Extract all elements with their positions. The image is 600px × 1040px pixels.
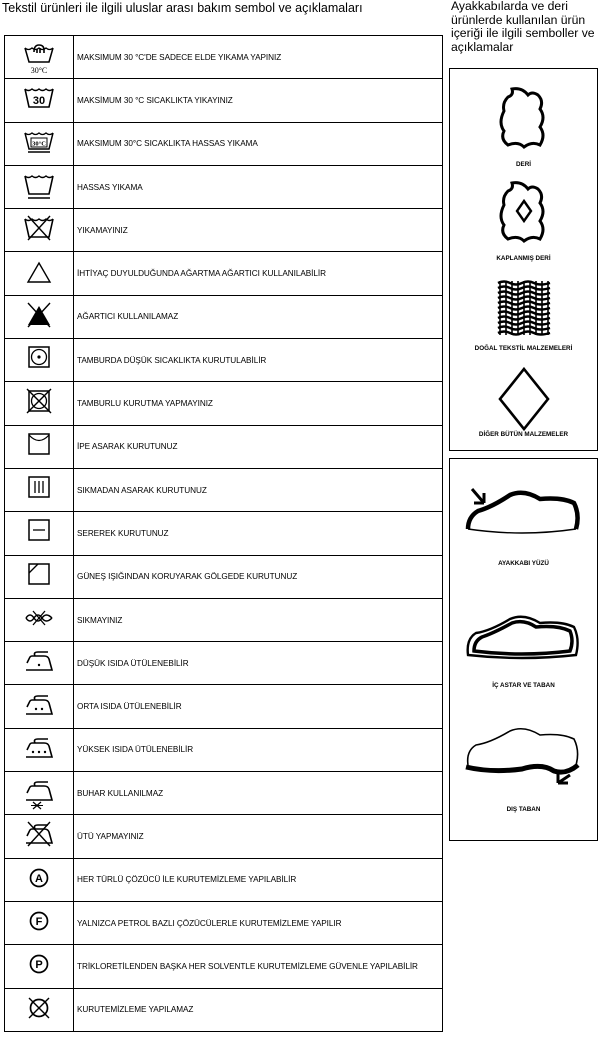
shoe-upper-icon	[462, 485, 586, 549]
material-label: DİĞER BÜTÜN MALZEMELER	[478, 431, 569, 438]
table-row	[5, 122, 443, 165]
material-item	[450, 365, 597, 438]
materials-title: Ayakkabılarda ve deri ürünlerde kullanılan ürün içeriği ile ilgili semboller ve açıklamalar	[451, 0, 595, 54]
shoe-outsole-icon	[462, 723, 586, 787]
table-row	[5, 685, 443, 728]
table-row	[5, 468, 443, 511]
description-cell: TRİKLORETİLENDEN BAŞKA HER SOLVENTLE KURUTEMİZLEME GÜVENLE YAPILABİLİR	[74, 945, 443, 988]
dry-flat-icon	[21, 516, 57, 550]
do-not-wash-icon	[21, 213, 57, 247]
shoe-part-item	[450, 485, 597, 554]
table-row	[5, 79, 443, 122]
symbol-cell	[5, 209, 74, 252]
table-row	[5, 339, 443, 382]
symbol-cell	[5, 79, 74, 122]
do-not-tumble-dry-icon	[21, 387, 57, 421]
dry-in-shade-icon	[21, 560, 57, 594]
other-materials-icon	[484, 365, 564, 433]
material-label: KAPLANMIŞ DERİ	[496, 255, 551, 262]
description-cell: KURUTEMİZLEME YAPILAMAZ	[74, 988, 443, 1031]
symbol-cell	[5, 728, 74, 771]
svg-text:30: 30	[32, 95, 46, 108]
table-row	[5, 165, 443, 208]
symbol-cell	[5, 122, 74, 165]
material-label: DERİ	[515, 161, 532, 168]
iron-medium-icon	[21, 690, 57, 724]
symbol-cell	[5, 468, 74, 511]
drip-dry-icon	[21, 473, 57, 507]
hand-wash-30-icon	[21, 40, 57, 74]
material-item	[450, 275, 597, 348]
svg-text:P: P	[35, 959, 43, 972]
table-row	[5, 512, 443, 555]
symbol-cell	[5, 425, 74, 468]
iron-high-icon	[21, 733, 57, 767]
description-cell: AĞARTICI KULLANILAMAZ	[74, 295, 443, 338]
page-title: Tekstil ürünleri ile ilgili uluslar arası bakım sembol ve açıklamaları	[2, 1, 363, 15]
shoe-part-label: DIŞ TABAN	[506, 806, 541, 813]
shoe-parts-panel	[449, 458, 598, 841]
table-row	[5, 772, 443, 815]
svg-text:A: A	[35, 872, 43, 885]
leather-icon	[484, 83, 564, 151]
symbol-cell	[5, 772, 74, 815]
description-cell: MAKSİMUM 30 °C SICAKLIKTA YIKAYINIZ	[74, 79, 443, 122]
symbol-cell	[5, 339, 74, 382]
svg-text:F: F	[35, 916, 43, 929]
table-row	[5, 382, 443, 425]
description-cell: DÜŞÜK ISIDA ÜTÜLENEBİLİR	[74, 642, 443, 685]
table-row	[5, 209, 443, 252]
do-not-dry-clean-icon	[21, 993, 57, 1027]
symbol-cell	[5, 36, 74, 79]
symbol-cell	[5, 858, 74, 901]
table-row	[5, 36, 443, 79]
shoe-part-item	[450, 609, 597, 678]
shoe-part-label: İÇ ASTAR VE TABAN	[492, 682, 555, 689]
do-not-wring-icon	[21, 603, 57, 637]
material-label: DOĞAL TEKSTİL MALZEMELERİ	[474, 345, 573, 352]
care-symbols-table	[4, 35, 443, 1032]
table-row	[5, 945, 443, 988]
symbol-cell	[5, 512, 74, 555]
dry-clean-a-icon	[21, 863, 57, 897]
do-not-bleach-icon	[21, 300, 57, 334]
symbol-cell	[5, 815, 74, 858]
iron-low-icon	[21, 646, 57, 680]
table-row	[5, 858, 443, 901]
description-cell: İHTİYAÇ DUYULDUĞUNDA AĞARTMA AĞARTICI KULLANILABİLİR	[74, 252, 443, 295]
symbol-cell	[5, 642, 74, 685]
gentle-wash-icon	[21, 170, 57, 204]
symbol-cell	[5, 988, 74, 1031]
symbol-cell	[5, 598, 74, 641]
description-cell: MAKSIMUM 30°C SICAKLIKTA HASSAS YIKAMA	[74, 122, 443, 165]
description-cell: İPE ASARAK KURUTUNUZ	[74, 425, 443, 468]
description-cell: YALNIZCA PETROL BAZLI ÇÖZÜCÜLERLE KURUTEMİZLEME YAPILIR	[74, 901, 443, 944]
table-row	[5, 598, 443, 641]
material-item	[450, 177, 597, 250]
symbol-cell	[5, 685, 74, 728]
description-cell: HER TÜRLÜ ÇÖZÜCÜ İLE KURUTEMİZLEME YAPILABİLİR	[74, 858, 443, 901]
wash-30-icon	[21, 83, 57, 117]
no-steam-icon	[21, 776, 57, 810]
shoe-part-item	[450, 723, 597, 792]
description-cell: SIKMAYINIZ	[74, 598, 443, 641]
symbol-cell	[5, 555, 74, 598]
do-not-iron-icon	[21, 819, 57, 853]
svg-text:30°C: 30°C	[30, 66, 48, 75]
material-item	[450, 83, 597, 156]
symbol-cell	[5, 901, 74, 944]
shoe-part-label: AYAKKABI YÜZÜ	[498, 560, 549, 567]
description-cell: YIKAMAYINIZ	[74, 209, 443, 252]
description-cell: SEREREK KURUTUNUZ	[74, 512, 443, 555]
description-cell: ORTA ISIDA ÜTÜLENEBİLİR	[74, 685, 443, 728]
dry-clean-f-icon	[21, 906, 57, 940]
table-row	[5, 815, 443, 858]
table-row	[5, 425, 443, 468]
tumble-dry-low-icon	[21, 343, 57, 377]
materials-panel	[449, 68, 598, 451]
coated-leather-icon	[484, 177, 564, 245]
bleach-triangle-icon	[21, 257, 57, 291]
description-cell: SIKMADAN ASARAK KURUTUNUZ	[74, 468, 443, 511]
svg-text:30°C: 30°C	[32, 140, 46, 148]
table-row	[5, 252, 443, 295]
description-cell: YÜKSEK ISIDA ÜTÜLENEBİLİR	[74, 728, 443, 771]
table-row	[5, 642, 443, 685]
table-row	[5, 901, 443, 944]
shoe-lining-icon	[462, 609, 586, 673]
table-row	[5, 988, 443, 1031]
table-row	[5, 555, 443, 598]
symbol-cell	[5, 295, 74, 338]
symbol-cell	[5, 165, 74, 208]
description-cell: MAKSIMUM 30 °C'DE SADECE ELDE YIKAMA YAPINIZ	[74, 36, 443, 79]
table-row	[5, 728, 443, 771]
description-cell: TAMBURLU KURUTMA YAPMAYINIZ	[74, 382, 443, 425]
description-cell: HASSAS YIKAMA	[74, 165, 443, 208]
line-dry-icon	[21, 430, 57, 464]
symbol-cell	[5, 252, 74, 295]
description-cell: TAMBURDA DÜŞÜK SICAKLIKTA KURUTULABİLİR	[74, 339, 443, 382]
symbol-cell	[5, 382, 74, 425]
description-cell: GÜNEŞ IŞIĞINDAN KORUYARAK GÖLGEDE KURUTUNUZ	[74, 555, 443, 598]
gentle-wash-30-icon	[21, 127, 57, 161]
dry-clean-p-icon	[21, 949, 57, 983]
description-cell: BUHAR KULLANILMAZ	[74, 772, 443, 815]
description-cell: ÜTÜ YAPMAYINIZ	[74, 815, 443, 858]
symbol-cell	[5, 945, 74, 988]
textile-icon	[484, 275, 564, 343]
table-row	[5, 295, 443, 338]
